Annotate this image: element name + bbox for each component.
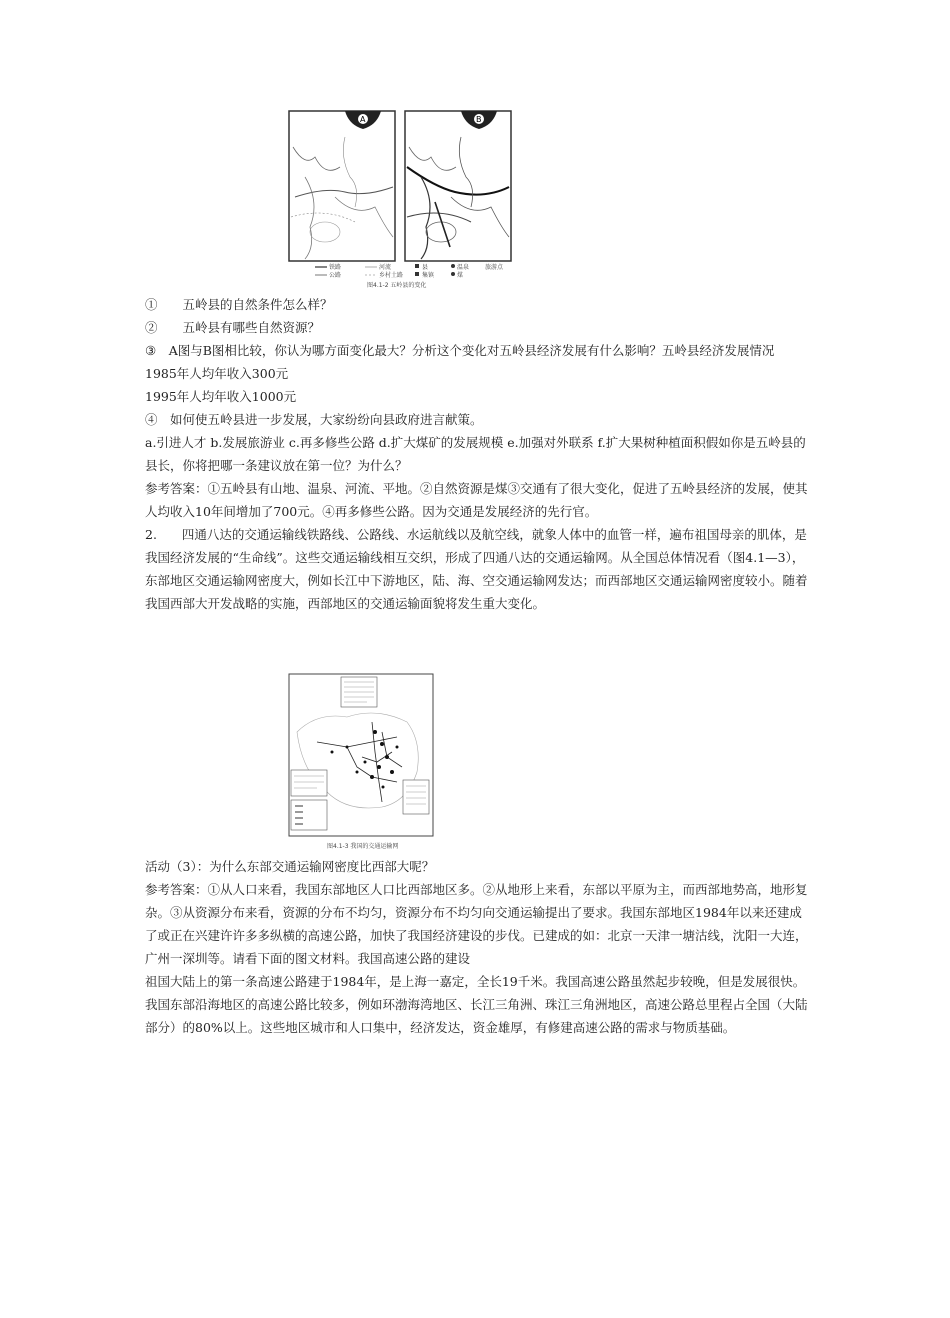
paragraph-transport-network: 2. 四通八达的交通运输线铁路线、公路线、水运航线以及航空线，就象人体中的血管一样，遍布祖国母亲的肌体，是我国经济发展的“生命线”。这些交通运输线相互交织，形成了四通八达的交通运输网。从全国总体情况看（图4.1—3），东部地区交通运输网密度大，例如长江中下游地区，陆、海、空交通运输网发达；而西部地区交通运输网密度较小。随着我国西部大开发战略的实施，西部地区的交通运输面貌将发生重大变化。: [145, 527, 808, 611]
figure1-legend: [315, 263, 504, 279]
panel-b-label: B: [476, 115, 482, 124]
question-1: ① 五岭县的自然条件怎么样？: [145, 297, 333, 312]
legend-town: 集镇: [422, 272, 435, 279]
income-1985: 1985年人均年收入300元: [145, 366, 289, 381]
figure-wuling-county-maps: [285, 107, 521, 291]
activity-3: 活动（3）：为什么东部交通运输网密度比西部大呢？: [145, 859, 435, 874]
map-panel-a: [289, 111, 395, 261]
figure-china-transport-network: [287, 672, 435, 856]
legend-railway: 铁路: [329, 264, 342, 271]
question-2: ② 五岭县有哪些自然资源？: [145, 320, 321, 335]
legend-county: 县: [422, 264, 429, 271]
paragraph-first-expressway: 祖国大陆上的第一条高速公路建于1984年，是上海一嘉定，全长19千米。我国高速公路虽然起步较晚，但是发展很快。: [145, 974, 806, 989]
legend-coal: 煤: [457, 272, 464, 279]
legend-river: 河流: [379, 264, 392, 271]
reference-answer-2: 参考答案：①从人口来看，我国东部地区人口比西部地区多。②从地形上来看，东部以平原为主，而西部地势高，地形复杂。③从资源分布来看，资源的分布不均匀，资源分布不均匀向交通运输提出了要求。我国东部地区1984年以来还建成了或正在兴建许许多多纵横的高速公路，加快了我国经济建设的步伐。已建成的如：北京一天津一塘沽线，沈阳一大连，广州一深圳等。请看下面的图文材料。我国高速公路的建设: [145, 882, 808, 966]
legend-rural-road: 乡村土路: [379, 272, 404, 279]
panel-a-label: A: [360, 115, 366, 124]
figure1-caption: 图4.1-2 五岭县的变化: [367, 282, 427, 289]
text-block-1: [145, 293, 810, 615]
legend-road: 公路: [329, 272, 342, 279]
map-panel-b: [405, 111, 511, 261]
question-3: ③ A图与B图相比较，你认为哪方面变化最大？分析这个变化对五岭县经济发展有什么影响？五岭县经济发展情况: [145, 343, 775, 358]
figure2-caption: 图4.1-3 我国的交通运输网: [327, 843, 399, 850]
text-block-2: [145, 855, 810, 1039]
question-4: ④ 如何使五岭县进一步发展，大家纷纷向县政府进言献策。: [145, 412, 483, 427]
legend-scenic-spot: 旅游点: [485, 264, 504, 271]
paragraph-eastern-coast: 我国东部沿海地区的高速公路比较多，例如环渤海湾地区、长江三角洲、珠江三角洲地区，高速公路总里程占全国（大陆部分）的80%以上。这些地区城市和人口集中，经济发达，资金雄厚，有修建高速公路的需求与物质基础。: [145, 997, 808, 1035]
legend-hot-spring: 温泉: [457, 264, 470, 271]
suggestion-options: a.引进人才 b.发展旅游业 c.再多修些公路 d.扩大煤矿的发展规模 e.加强对外联系 f.扩大果树种植面积假如你是五岭县的县长，你将把哪一条建议放在第一位？为什么？: [145, 435, 806, 473]
reference-answer-1: 参考答案：①五岭县有山地、温泉、河流、平地。②自然资源是煤③交通有了很大变化，促进了五岭县经济的发展，使其人均收入10年间增加了700元。④再多修些公路。因为交通是发展经济的先行官。: [145, 481, 808, 519]
income-1995: 1995年人均年收入1000元: [145, 389, 297, 404]
